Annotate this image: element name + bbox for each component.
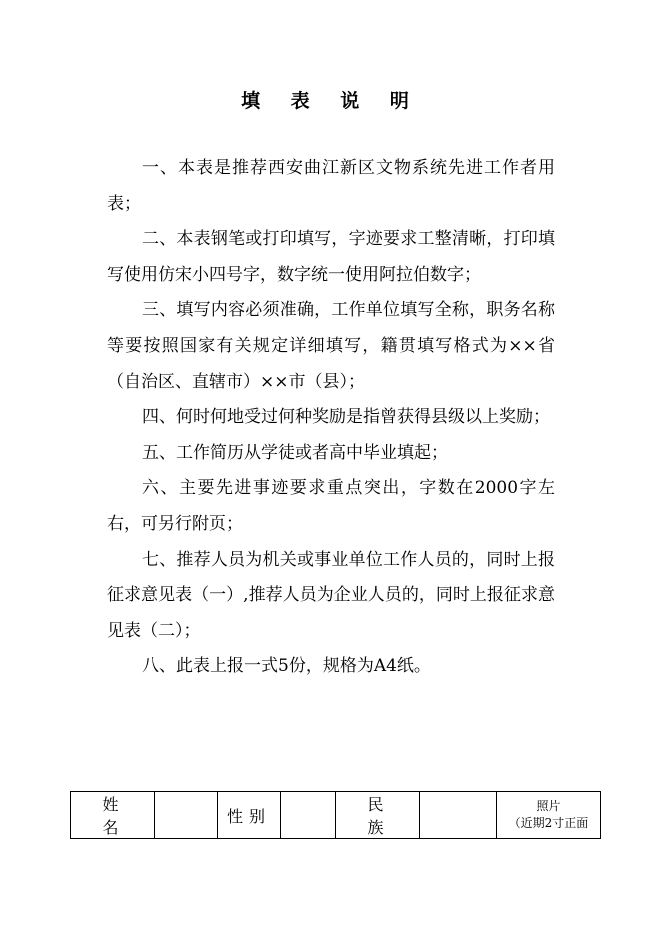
photo-cell[interactable] xyxy=(497,792,601,839)
gender-label: 性别 xyxy=(218,792,281,839)
instructions xyxy=(107,151,555,685)
photo-note: （近期2寸正面 xyxy=(508,816,589,830)
instruction-6: 六、主要先进事迹要求重点突出，字数在2000字左右，可另行附页； xyxy=(107,478,555,534)
name-label: 姓名 xyxy=(71,792,155,839)
name-field[interactable] xyxy=(155,792,218,839)
instruction-1: 一、本表是推荐西安曲江新区文物系统先进工作者用表； xyxy=(107,158,555,214)
ethnicity-label: 民族 xyxy=(336,792,420,839)
instruction-8: 八、此表上报一式5份，规格为A4纸。 xyxy=(142,656,431,677)
instruction-4: 四、何时何地受过何种奖励是指曾获得县级以上奖励； xyxy=(142,407,550,428)
photo-label: 照片 xyxy=(536,799,561,813)
info-form-table xyxy=(70,791,601,839)
form-row xyxy=(71,792,601,839)
instruction-2: 二、本表钢笔或打印填写，字迹要求工整清晰，打印填写使用仿宋小四号字，数字统一使用阿拉伯数字； xyxy=(107,229,555,285)
page-title: 填 表 说 明 xyxy=(241,90,421,112)
instruction-7: 七、推荐人员为机关或事业单位工作人员的，同时上报征求意见表（一）,推荐人员为企业人员的，同时上报征求意见表（二）； xyxy=(107,549,555,641)
gender-field[interactable] xyxy=(281,792,336,839)
instruction-3: 三、填写内容必须准确，工作单位填写全称，职务名称等要按照国家有关规定详细填写，籍贯填写格式为××省（自治区、直辖市）××市（县）； xyxy=(107,300,555,392)
ethnicity-field[interactable] xyxy=(420,792,497,839)
instruction-5: 五、工作简历从学徒或者高中毕业填起； xyxy=(142,442,448,463)
